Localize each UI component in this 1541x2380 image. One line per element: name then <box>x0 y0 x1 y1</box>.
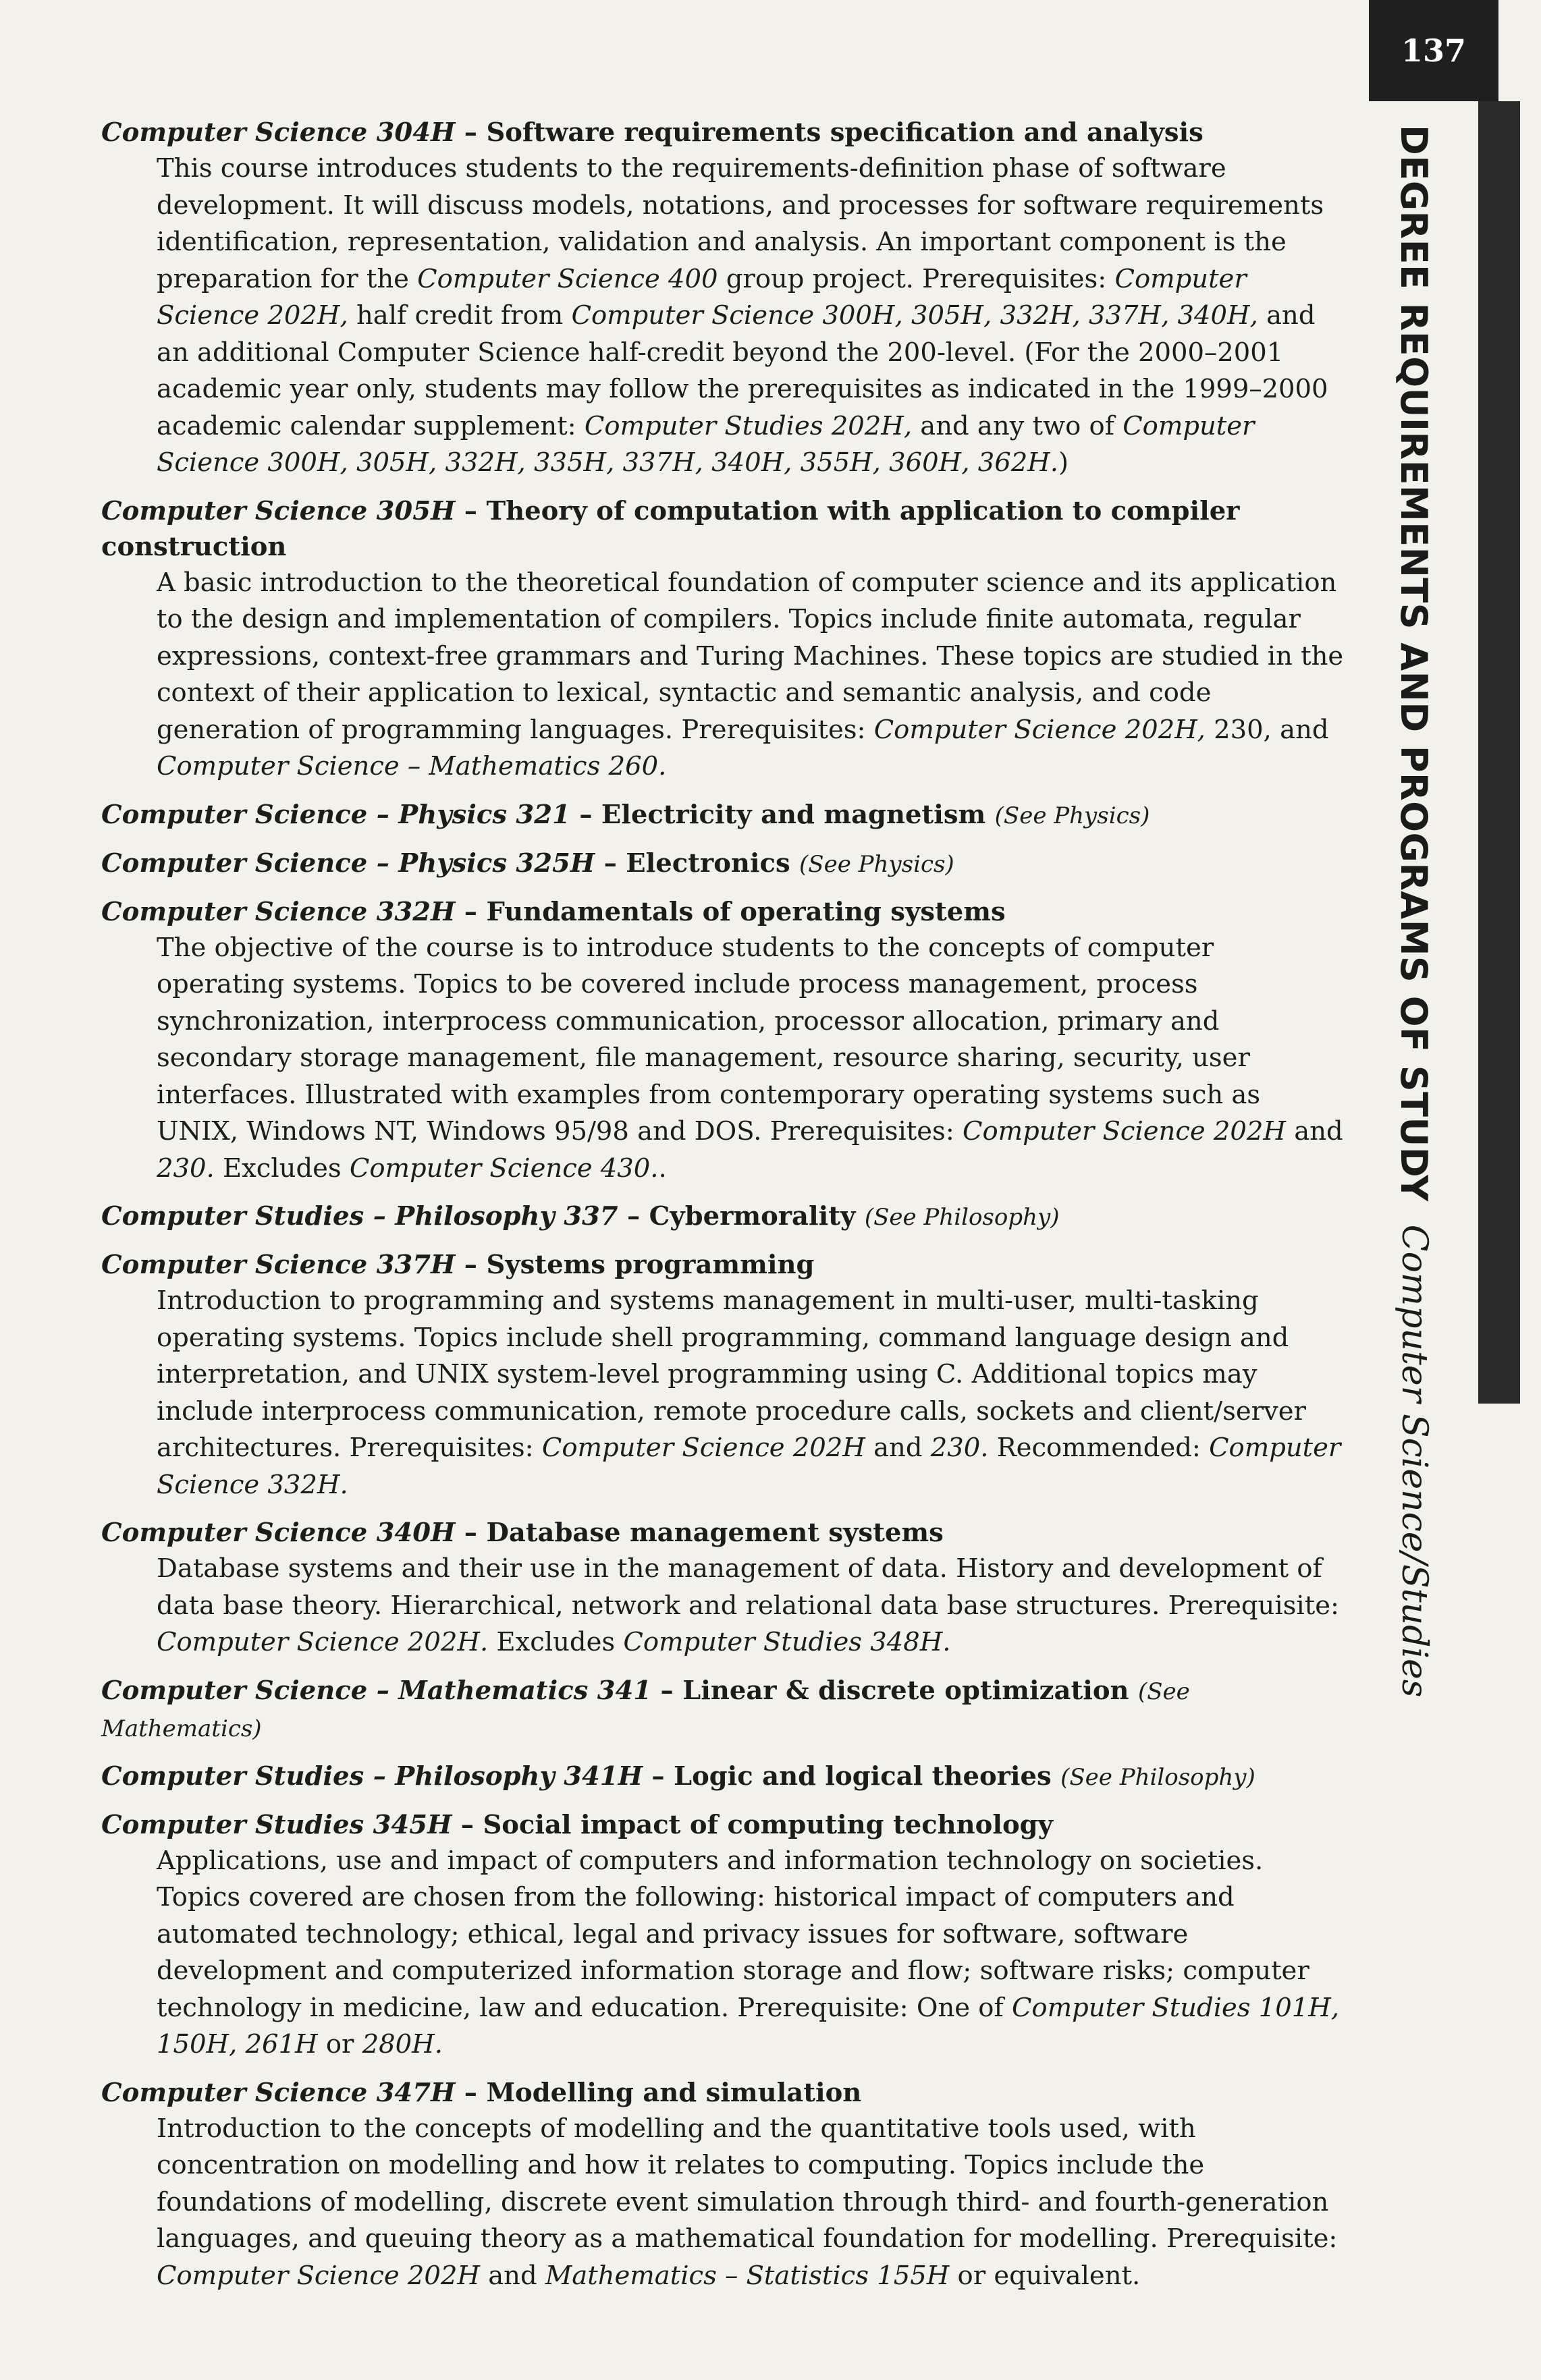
description-text: and <box>865 1433 931 1463</box>
course-heading: Computer Science – Physics 325H – Electronics (See Physics) <box>101 848 954 879</box>
description-text: and <box>1286 1116 1343 1146</box>
description-text: This course introduces students to the requirements-definition phase of software development. It will discuss models, notations, and processes for software requirements identification, representation, validation and analysis. An important component is the preparation for the <box>157 153 1324 294</box>
course-title: Database management systems <box>486 1518 944 1548</box>
course-reference: Computer Science 202H <box>541 1433 865 1463</box>
course-title: Electronics <box>626 848 790 879</box>
course-description <box>157 1283 1347 1503</box>
course-entry <box>101 846 1347 883</box>
course-reference: Computer Science 332H. <box>157 1433 1341 1500</box>
description-text: Excludes <box>488 1627 624 1657</box>
course-description <box>157 1843 1347 2064</box>
course-title: Electricity and magnetism <box>601 799 986 830</box>
course-title: Software requirements specification and analysis <box>486 117 1204 148</box>
description-text: The objective of the course is to introduce students to the concepts of computer operating systems. Topics to be covered include process management, process synchronization, interprocess communication, processor allocation, primary and secondary storage management, file management, resource sharing, security, user interfaces. Illustrated with examples from contemporary operating systems such as UNIX, Windows NT, Windows 95/98 and DOS. Prerequisites: <box>157 932 1261 1146</box>
course-heading: Computer Science 305H – Theory of computation with application to compiler construction <box>101 495 1240 562</box>
course-list <box>101 115 1347 2306</box>
course-heading: Computer Studies 345H – Social impact of computing technology <box>101 1809 1053 1840</box>
course-entry <box>101 1807 1347 2064</box>
course-reference: Computer Studies 101H, 150H, 261H <box>157 1992 1340 2059</box>
description-text: Excludes <box>214 1153 350 1184</box>
course-entry <box>101 1247 1347 1503</box>
course-heading: Computer Studies – Philosophy 341H – Logic and logical theories (See Philosophy) <box>101 1761 1255 1792</box>
description-text: and an additional Computer Science half-credit beyond the 200-level. (For the 2000–2001 academic year only, students may follow the prerequisites as indicated in the 1999–2000 academic calendar supplement: <box>157 300 1328 441</box>
section-side-tab <box>1374 125 1455 1698</box>
course-title: Logic and logical theories <box>674 1761 1052 1792</box>
course-reference: 230. <box>157 1153 215 1184</box>
course-title: Linear & discrete optimization <box>682 1675 1129 1706</box>
description-text: Recommended: <box>988 1433 1210 1463</box>
course-entry <box>101 1673 1347 1747</box>
course-heading: Computer Science 340H – Database management systems <box>101 1518 944 1548</box>
course-reference: Computer Science 202H. <box>157 1627 489 1657</box>
course-code: Computer Science 305H <box>101 495 456 526</box>
description-text: . <box>658 1153 667 1184</box>
description-text: and <box>479 2260 545 2291</box>
course-code: Computer Studies – Philosophy 337 <box>101 1201 618 1231</box>
cross-reference-note: (See Physics) <box>799 850 954 878</box>
course-entry <box>101 1198 1347 1236</box>
course-code: Computer Science 347H <box>101 2077 456 2108</box>
course-entry <box>101 1515 1347 1661</box>
course-code: Computer Studies 345H <box>101 1809 452 1840</box>
cross-reference-note: (See Physics) <box>994 802 1150 829</box>
description-text: or <box>317 2029 362 2059</box>
course-reference: Computer Studies 348H. <box>623 1627 951 1657</box>
section-title: DEGREE REQUIREMENTS AND PROGRAMS OF STUDY <box>1393 125 1436 1202</box>
course-heading: Computer Science – Physics 321 – Electricity and magnetism (See Physics) <box>101 799 1150 830</box>
page-number: 137 <box>1369 0 1498 101</box>
course-title: Social impact of computing technology <box>483 1809 1053 1840</box>
course-entry <box>101 894 1347 1188</box>
course-code: Computer Science – Mathematics 341 <box>101 1675 652 1706</box>
course-code: Computer Science – Physics 321 <box>101 799 570 830</box>
course-title: Cybermorality <box>649 1201 856 1231</box>
description-text: and any two of <box>912 410 1123 441</box>
course-description <box>157 565 1347 785</box>
course-title: Theory of computation with application to compiler construction <box>101 495 1240 562</box>
course-entry <box>101 493 1347 785</box>
course-entry <box>101 2075 1347 2295</box>
description-text: half credit from <box>348 300 572 331</box>
course-reference: Computer Science 202H, <box>157 263 1247 331</box>
course-heading: Computer Science 347H – Modelling and simulation <box>101 2077 862 2108</box>
course-title: Modelling and simulation <box>486 2077 862 2108</box>
course-heading: Computer Science – Mathematics 341 – Linear & discrete optimization (See Mathematics) <box>101 1675 1190 1742</box>
course-code: Computer Science 337H <box>101 1250 456 1280</box>
side-band-decoration <box>1478 101 1520 1404</box>
cross-reference-note: (See Philosophy) <box>864 1204 1060 1231</box>
description-text: Introduction to the concepts of modelling and the quantitative tools used, with concentration on modelling and how it relates to computing. Topics include the foundations of modelling, discrete event simulation through third- and fourth-generation languages, and queuing theory as a mathematical foundation for modelling. Prerequisite: <box>157 2113 1338 2254</box>
course-reference: Computer Science 430. <box>349 1153 659 1184</box>
course-reference: Computer Studies 202H, <box>584 410 913 441</box>
cross-reference-note: (See Mathematics) <box>101 1678 1190 1742</box>
course-entry <box>101 115 1347 482</box>
course-code: Computer Science 332H <box>101 896 456 927</box>
course-heading: Computer Science 332H – Fundamentals of operating systems <box>101 896 1006 927</box>
description-text: group project. Prerequisites: <box>718 263 1115 294</box>
course-reference: Computer Science 202H, <box>873 714 1206 745</box>
course-reference: Computer Science – Mathematics 260. <box>157 751 667 781</box>
course-reference: 230. <box>930 1433 989 1463</box>
course-heading: Computer Studies – Philosophy 337 – Cybermorality (See Philosophy) <box>101 1201 1060 1231</box>
course-code: Computer Science – Physics 325H <box>101 848 595 879</box>
description-text: Applications, use and impact of computers and information technology on societies. Topics covered are chosen from the following: historical impact of computers and automated technology; ethical, legal and privacy issues for software, software development and computerized information storage and flow; software risks; computer technology in medicine, law and education. Prerequisite: One of <box>157 1845 1309 2023</box>
description-text: A basic introduction to the theoretical foundation of computer science and its application to the design and implementation of compilers. Topics include finite automata, regular expressions, context-free grammars and Turing Machines. These topics are studied in the context of their application to lexical, syntactic and semantic analysis, and code generation of programming languages. Prerequisites: <box>157 567 1344 745</box>
course-reference: Computer Science 202H <box>157 2260 480 2291</box>
course-description <box>157 930 1347 1188</box>
course-heading: Computer Science 337H – Systems programming <box>101 1250 815 1280</box>
course-title: Systems programming <box>486 1250 815 1280</box>
course-description <box>157 150 1347 482</box>
description-text: Database systems and their use in the management of data. History and development of data base theory. Hierarchical, network and relational data base structures. Prerequisite: <box>157 1553 1339 1621</box>
course-reference: Computer Science 300H, 305H, 332H, 337H, 340H, <box>571 300 1258 331</box>
course-reference: 280H. <box>362 2029 443 2059</box>
course-heading: Computer Science 304H – Software requirements specification and analysis <box>101 117 1204 148</box>
description-text: Introduction to programming and systems management in multi-user, multi-tasking operating systems. Topics include shell programming, command language design and interpretation, and UNIX system-level programming using C. Additional topics may include interprocess communication, remote procedure calls, sockets and client/server architectures. Prerequisites: <box>157 1285 1306 1463</box>
description-text: or equivalent. <box>949 2260 1141 2291</box>
course-title: Fundamentals of operating systems <box>486 896 1006 927</box>
course-code: Computer Science 304H <box>101 117 456 148</box>
description-text: ) <box>1058 447 1069 478</box>
course-description <box>157 2111 1347 2295</box>
course-entry <box>101 797 1347 834</box>
course-reference: Mathematics – Statistics 155H <box>545 2260 950 2291</box>
course-reference: Computer Science 202H <box>963 1116 1286 1146</box>
course-code: Computer Science 340H <box>101 1518 456 1548</box>
cross-reference-note: (See Philosophy) <box>1060 1763 1255 1791</box>
course-entry <box>101 1759 1347 1796</box>
course-reference: Computer Science 400 <box>417 263 718 294</box>
course-code: Computer Studies – Philosophy 341H <box>101 1761 643 1792</box>
description-text: 230, and <box>1205 714 1329 745</box>
subsection-title: Computer Science/Studies <box>1394 1224 1434 1698</box>
course-description <box>157 1551 1347 1661</box>
course-reference: Computer Science 300H, 305H, 332H, 335H, 337H, 340H, 355H, 360H, 362H. <box>157 410 1255 478</box>
